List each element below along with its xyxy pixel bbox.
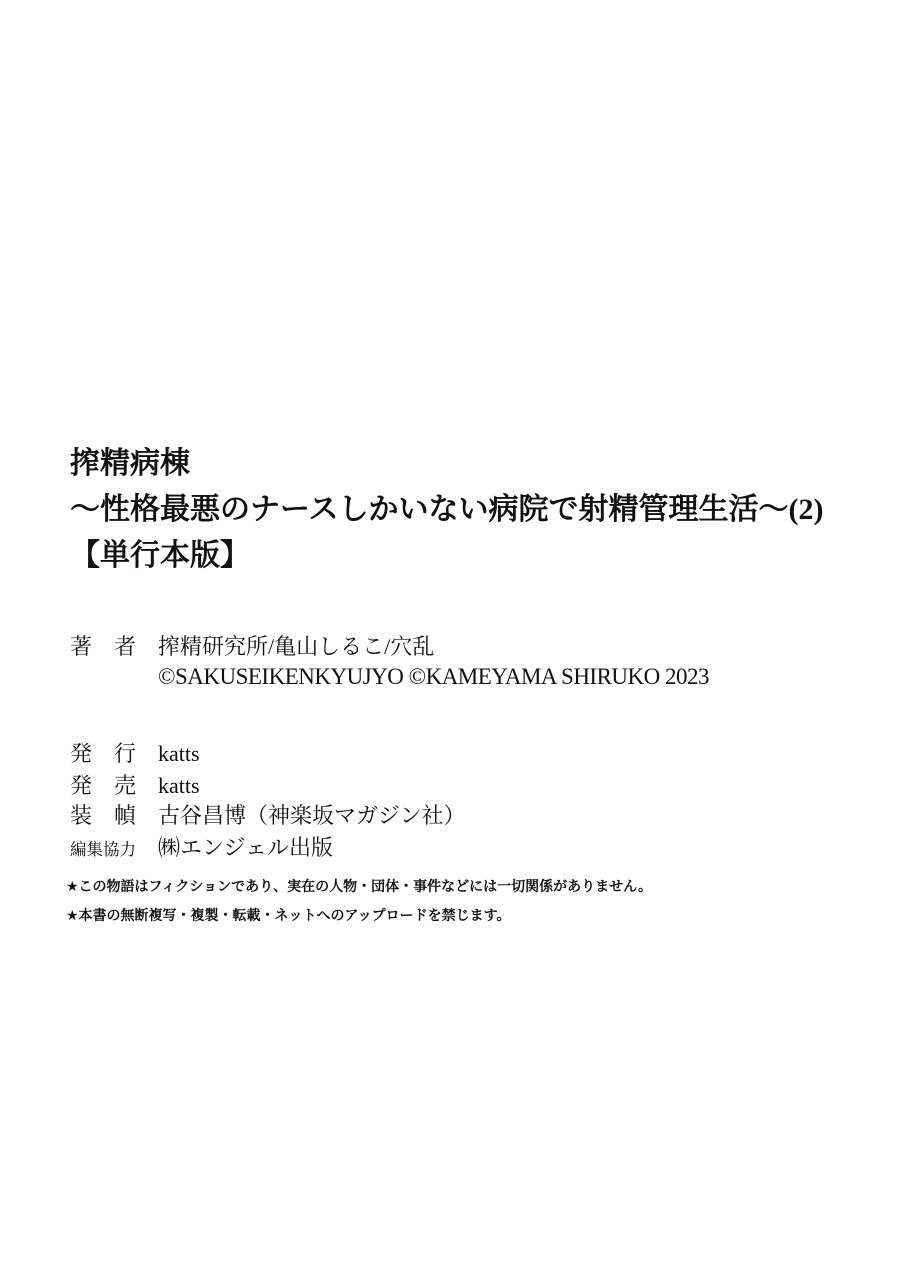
book-edition: 【単行本版】 [70, 539, 250, 572]
credit-label: 発 行 [70, 741, 137, 766]
credit-row-publisher [70, 739, 200, 769]
credit-label: 発 売 [70, 773, 137, 798]
notices-section [66, 872, 652, 930]
copyright-row [70, 662, 709, 692]
author-row [70, 632, 434, 662]
credit-label: 装 幀 [70, 803, 137, 828]
author-label: 著 者 [70, 634, 137, 659]
credit-label: 編集協力 [70, 840, 136, 859]
notice-line: ★この物語はフィクションであり、実在の人物・団体・事件などには一切関係がありません。 [66, 878, 652, 894]
book-title-block [70, 441, 823, 579]
credit-row-design [70, 801, 465, 831]
author-value: 搾精研究所/亀山しるこ/穴乱 [158, 634, 435, 659]
notice-line: ★本書の無断複写・複製・転載・ネットへのアップロードを禁じます。 [66, 907, 511, 923]
credit-value: ㈱エンジェル出版 [158, 835, 334, 860]
credit-row-editing [70, 833, 333, 865]
book-title: 搾精病棟 [70, 447, 190, 480]
credit-row-seller [70, 771, 200, 801]
copyright-line: ©SAKUSEIKENKYUJYO ©KAMEYAMA SHIRUKO 2023 [158, 664, 710, 689]
credit-value: 古谷昌博（神楽坂マガジン社） [158, 803, 466, 828]
book-subtitle: ～性格最悪のナースしかいない病院で射精管理生活～(2) [70, 493, 824, 526]
credit-value: katts [158, 773, 200, 798]
credit-value: katts [158, 741, 200, 766]
